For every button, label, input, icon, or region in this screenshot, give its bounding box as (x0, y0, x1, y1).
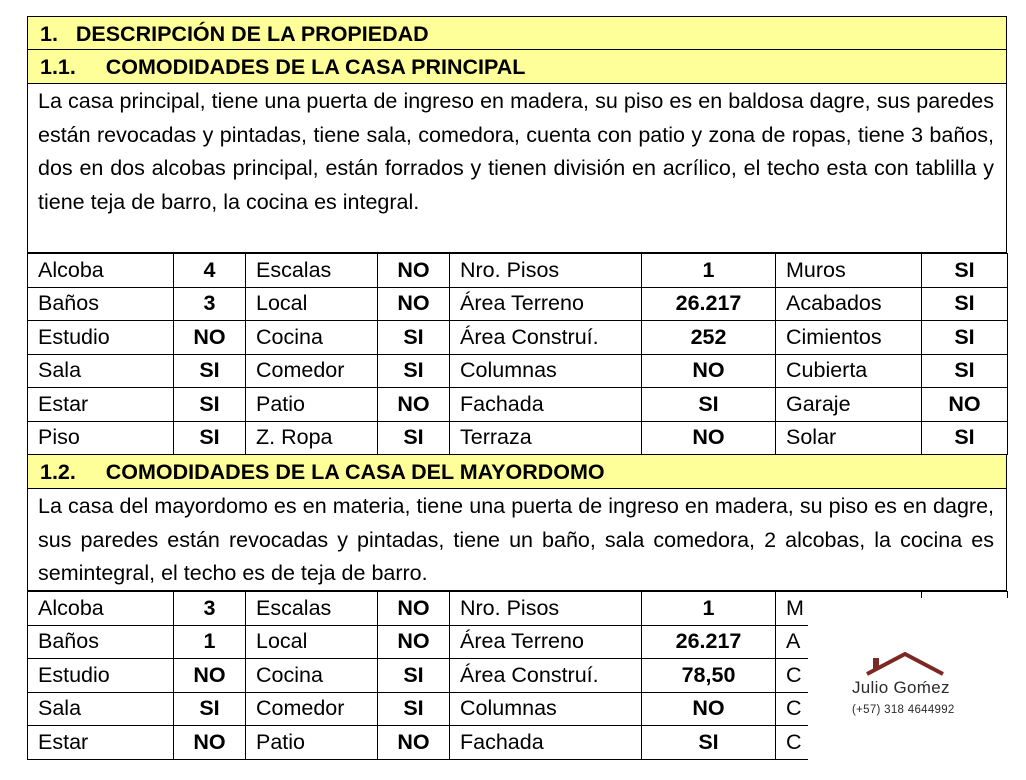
field-label: Cocina (246, 659, 378, 693)
field-label: Área Construí. (450, 321, 642, 355)
field-value: 1 (642, 592, 776, 626)
field-value: SI (922, 354, 1008, 388)
field-value: SI (378, 421, 450, 455)
field-label: Alcoba (28, 592, 174, 626)
field-label: A (776, 625, 922, 659)
field-value: SI (378, 354, 450, 388)
field-value: NO (642, 692, 776, 726)
field-value: SI (174, 692, 246, 726)
field-label: Baños (28, 287, 174, 321)
field-label: Fachada (450, 726, 642, 760)
watermark-phone: (+57) 318 4644992 (852, 704, 955, 716)
field-label: Cocina (246, 321, 378, 355)
field-value: NO (378, 592, 450, 626)
field-value: 3 (174, 592, 246, 626)
field-label: Alcoba (28, 254, 174, 288)
field-label: Sala (28, 354, 174, 388)
field-label: Cubierta (776, 354, 922, 388)
house-roof-icon (863, 650, 947, 680)
field-value: SI (174, 421, 246, 455)
field-label: Nro. Pisos (450, 254, 642, 288)
main-house-table (27, 253, 1008, 455)
field-value: 26.217 (642, 287, 776, 321)
field-label: Escalas (246, 254, 378, 288)
field-label: C (776, 659, 922, 693)
field-value: 1 (174, 625, 246, 659)
field-value: NO (378, 388, 450, 422)
field-label: C (776, 692, 922, 726)
table-row (28, 354, 1008, 388)
field-label: Área Terreno (450, 625, 642, 659)
field-value: SI (378, 692, 450, 726)
field-label: Estudio (28, 321, 174, 355)
field-value: SI (174, 354, 246, 388)
main-house-description: La casa principal, tiene una puerta de ingreso en madera, su piso es en baldosa dagre, sus paredes están revocadas y pintadas, tiene sala, comedora, cuenta con patio y zona de ropas, tiene 3 baños, dos en dos alcobas principal, están forrados y tienen división en acrílico, el techo esta con tablilla y tiene teja de barro, la cocina es integral. (27, 84, 1007, 253)
field-label: Patio (246, 726, 378, 760)
field-label: Muros (776, 254, 922, 288)
field-value: NO (642, 354, 776, 388)
field-label: Área Terreno (450, 287, 642, 321)
field-value: NO (174, 659, 246, 693)
field-value: SI (922, 421, 1008, 455)
field-label: Comedor (246, 354, 378, 388)
field-label: Estar (28, 726, 174, 760)
field-label: Z. Ropa (246, 421, 378, 455)
field-value: NO (378, 287, 450, 321)
field-label: Comedor (246, 692, 378, 726)
field-value: SI (642, 726, 776, 760)
watermark-card (808, 598, 1026, 780)
field-value: 252 (642, 321, 776, 355)
field-label: Estar (28, 388, 174, 422)
field-label: Columnas (450, 692, 642, 726)
field-value: SI (174, 388, 246, 422)
field-label: Piso (28, 421, 174, 455)
field-label: Nro. Pisos (450, 592, 642, 626)
field-value: SI (922, 254, 1008, 288)
field-value: 4 (174, 254, 246, 288)
field-value: NO (922, 388, 1008, 422)
field-label: Fachada (450, 388, 642, 422)
watermark-name: Julio Goḿez (852, 678, 950, 697)
main-house-heading: 1.1. COMODIDADES DE LA CASA PRINCIPAL (27, 50, 1007, 84)
field-label: Local (246, 625, 378, 659)
field-label: Columnas (450, 354, 642, 388)
field-label: Local (246, 287, 378, 321)
field-value: 1 (642, 254, 776, 288)
table-row (28, 321, 1008, 355)
field-value: 3 (174, 287, 246, 321)
field-value: NO (174, 321, 246, 355)
field-value: NO (378, 726, 450, 760)
table-row (28, 388, 1008, 422)
section-title: 1. DESCRIPCIÓN DE LA PROPIEDAD (27, 16, 1007, 50)
field-label: Solar (776, 421, 922, 455)
field-label: Área Construí. (450, 659, 642, 693)
butler-house-heading: 1.2. COMODIDADES DE LA CASA DEL MAYORDOMO (27, 455, 1007, 489)
field-value: SI (642, 388, 776, 422)
field-label: Terraza (450, 421, 642, 455)
field-value: NO (378, 254, 450, 288)
field-label: Patio (246, 388, 378, 422)
field-label: Garaje (776, 388, 922, 422)
table-row (28, 287, 1008, 321)
field-value: 78,50 (642, 659, 776, 693)
field-value: NO (378, 625, 450, 659)
field-label: C (776, 726, 922, 760)
field-label: Escalas (246, 592, 378, 626)
field-value: SI (378, 321, 450, 355)
field-value: SI (922, 287, 1008, 321)
field-value: NO (174, 726, 246, 760)
field-label: Acabados (776, 287, 922, 321)
table-row (28, 254, 1008, 288)
field-value: SI (378, 659, 450, 693)
field-value: 26.217 (642, 625, 776, 659)
field-label: Baños (28, 625, 174, 659)
field-label: Sala (28, 692, 174, 726)
field-value: SI (922, 321, 1008, 355)
table-row (28, 421, 1008, 455)
field-value: NO (642, 421, 776, 455)
butler-house-description: La casa del mayordomo es en materia, tiene una puerta de ingreso en madera, su piso es en dagre, sus paredes están revocadas y pintadas, tiene un baño, sala comedora, 2 alcobas, la cocina es semintegral, el techo es de teja de barro. (27, 489, 1007, 591)
field-label: Estudio (28, 659, 174, 693)
field-label: Cimientos (776, 321, 922, 355)
field-label: M (776, 592, 922, 626)
